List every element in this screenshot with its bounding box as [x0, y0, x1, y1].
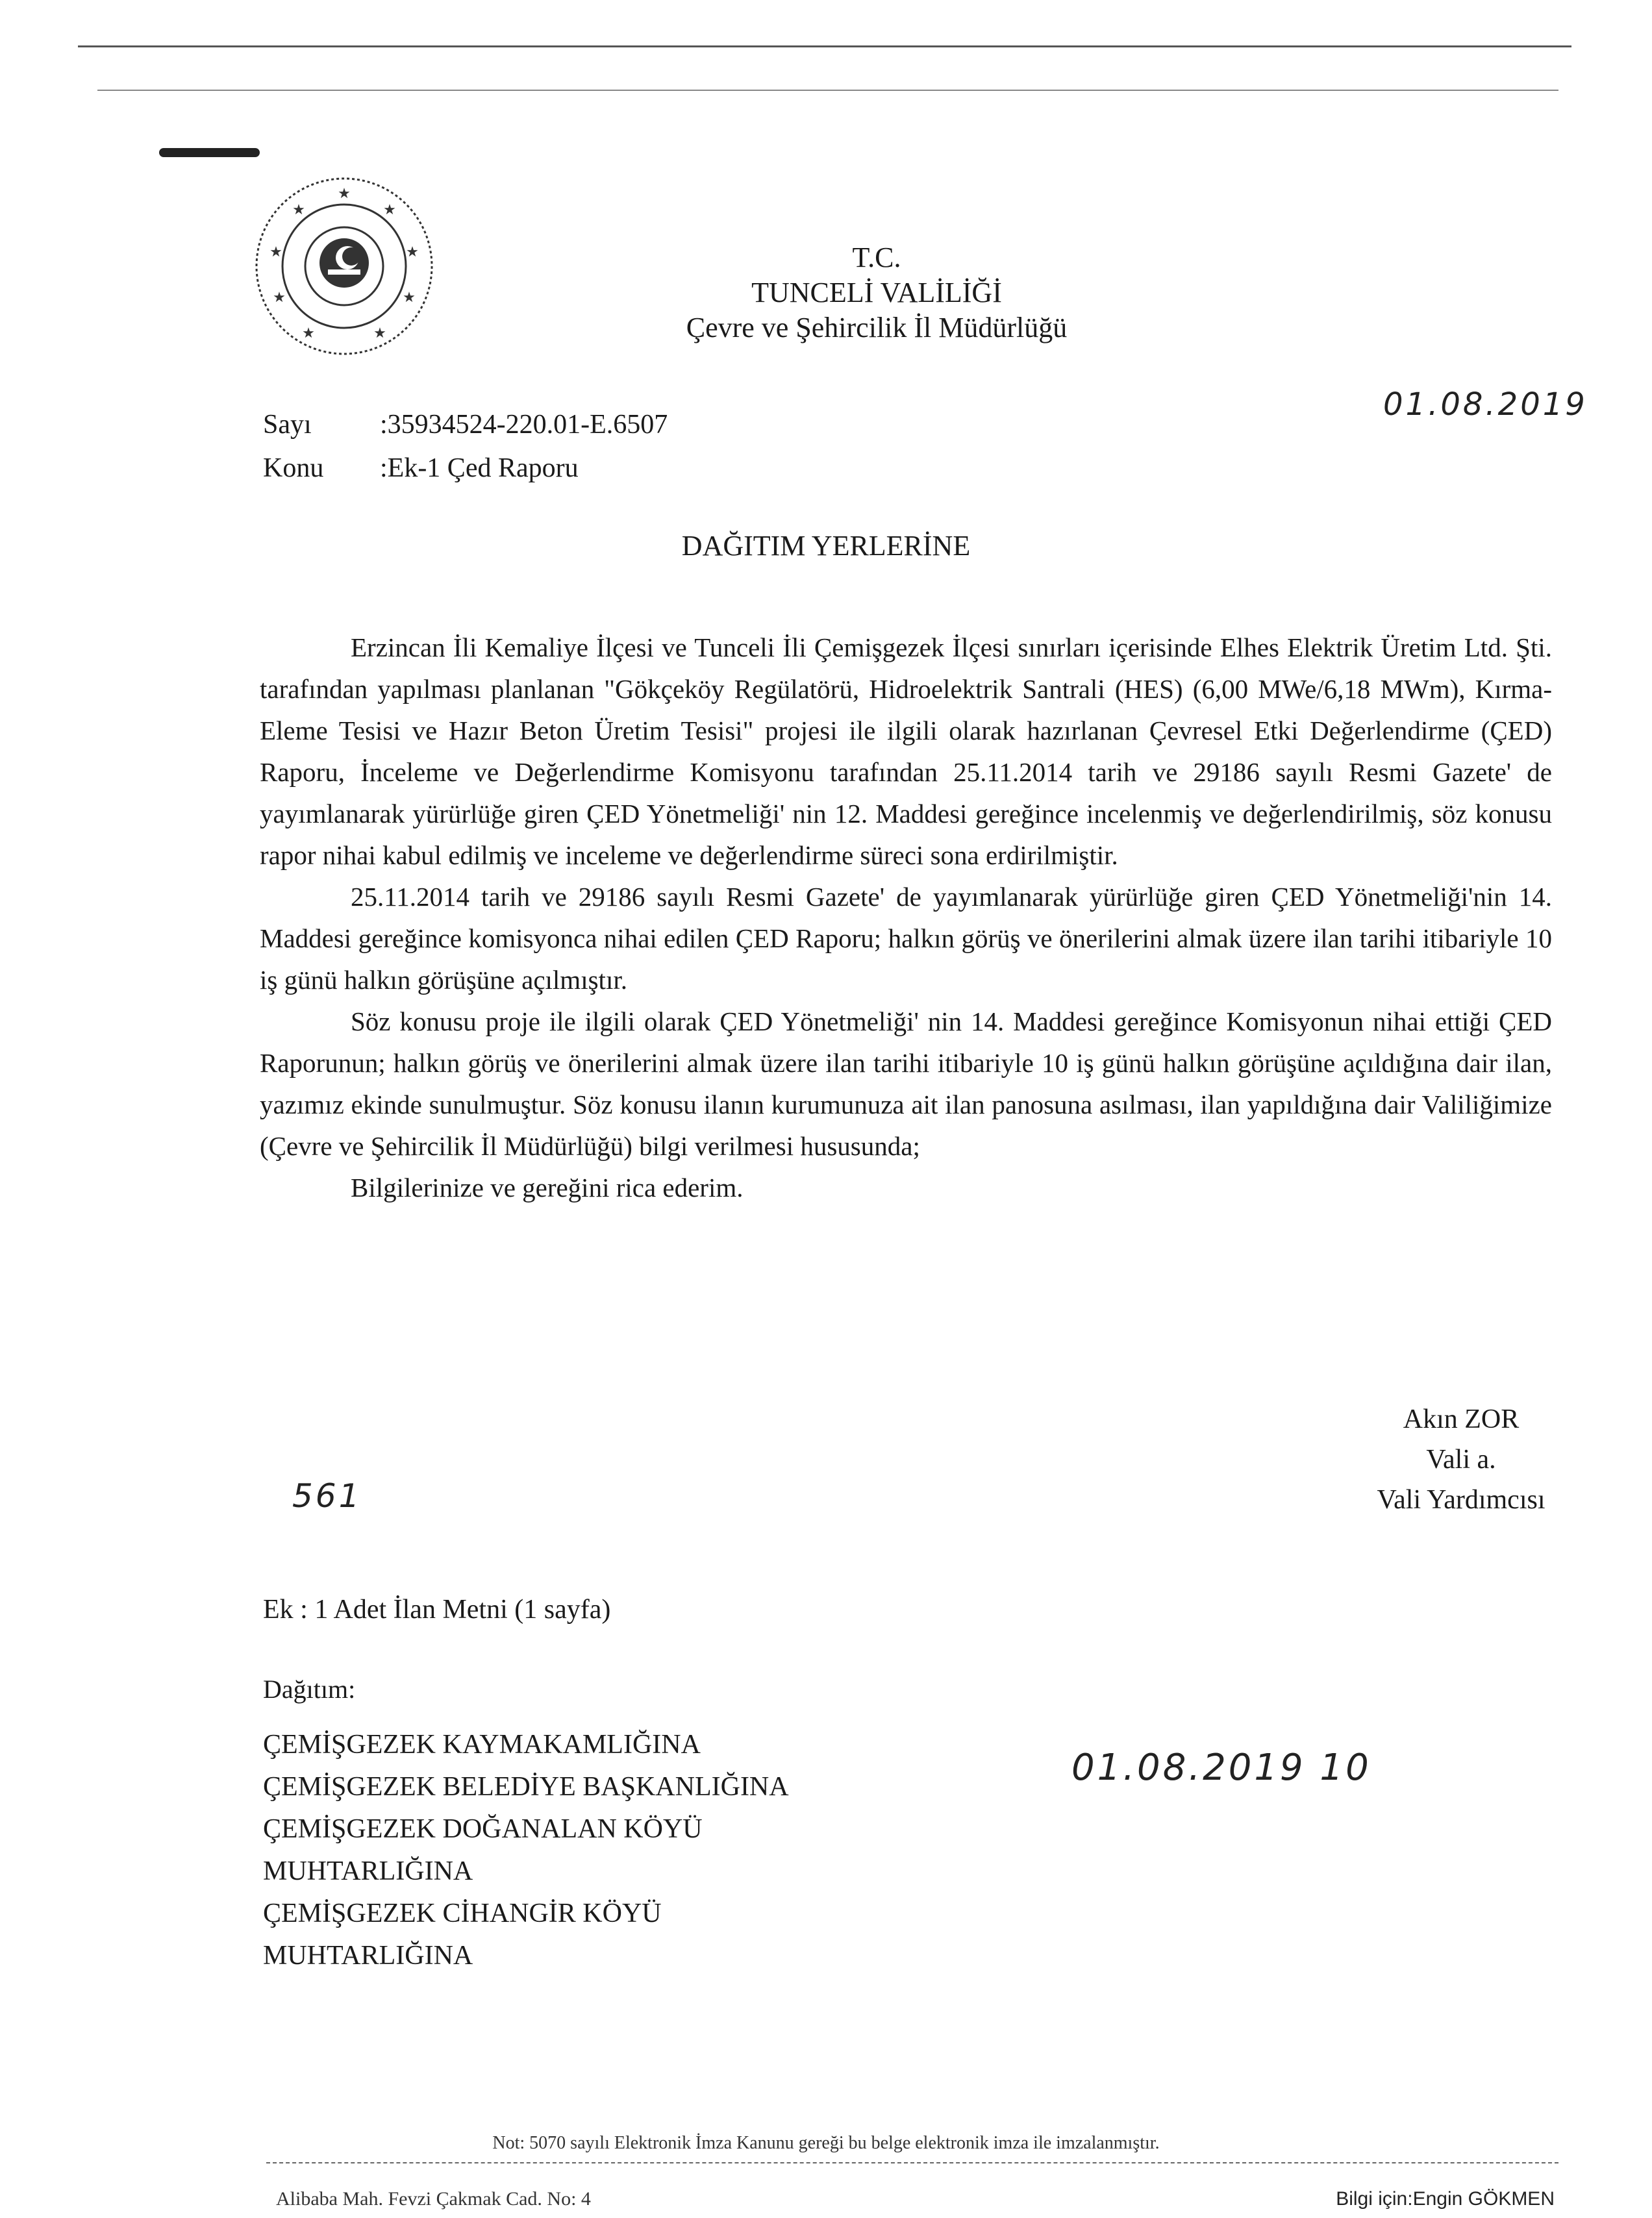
svg-text:★: ★ [273, 290, 286, 306]
footer-contact: Bilgi için:Engin GÖKMEN [1336, 2188, 1555, 2210]
signature-block [1234, 1399, 1558, 1520]
sayi-row [263, 409, 912, 442]
distribution-item: ÇEMİŞGEZEK DOĞANALAN KÖYÜ [263, 1814, 703, 1844]
attachment-line: Ek : 1 Adet İlan Metni (1 sayfa) [263, 1595, 611, 1625]
distribution-item: ÇEMİŞGEZEK KAYMAKAMLIĞINA [263, 1730, 701, 1760]
footer-address: Alibaba Mah. Fevzi Çakmak Cad. No: 4 [276, 2188, 591, 2210]
handwritten-date-top: 01.08.2019 [1383, 386, 1588, 423]
scan-line-second [97, 90, 1558, 91]
distribution-item: MUHTARLIĞINA [263, 1856, 473, 1886]
e-signature-note: Not: 5070 sayılı Elektronik İmza Kanunu gereği bu belge elektronik imza ile imzalanmıştır. [492, 2133, 1160, 2153]
signer-position: Vali Yardımcısı [1377, 1485, 1546, 1515]
konu-value: :Ek-1 Çed Raporu [380, 453, 579, 483]
distribution-item: ÇEMİŞGEZEK CİHANGİR KÖYÜ [263, 1899, 662, 1928]
konu-row [263, 453, 912, 485]
signer-title: Vali a. [1426, 1445, 1496, 1475]
letterhead [584, 240, 1169, 345]
svg-text:★: ★ [383, 202, 396, 218]
letter-body [260, 627, 1552, 1208]
body-paragraph-4: Bilgilerinize ve gereğini rica ederim. [351, 1173, 744, 1202]
svg-text:★: ★ [292, 202, 305, 218]
distribution-list [263, 1724, 789, 1977]
signer-name: Akın ZOR [1403, 1404, 1520, 1434]
svg-text:★: ★ [269, 244, 282, 260]
sayi-label: Sayı [263, 410, 312, 440]
footer-rule [266, 2162, 1558, 2163]
distribution-label: Dağıtım: [263, 1675, 356, 1704]
ministry-logo [250, 172, 438, 360]
konu-label: Konu [263, 453, 324, 483]
letterhead-directorate: Çevre ve Şehircilik İl Müdürlüğü [686, 312, 1068, 343]
distribution-item: ÇEMİŞGEZEK BELEDİYE BAŞKANLIĞINA [263, 1772, 789, 1802]
body-paragraph-2: 25.11.2014 tarih ve 29186 sayılı Resmi Gazete' de yayımlanarak yürürlüğe giren ÇED Yönetmeliği'nin 14. Maddesi gereğince komisyonca nihai edilen ÇED Raporu; halkın görüş ve önerilerini almak üzere ilan tarihi itibariyle 10 iş günü halkın görüşüne açılmıştır. [260, 882, 1552, 995]
sayi-value: :35934524-220.01-E.6507 [380, 410, 668, 440]
body-paragraph-3: Söz konusu proje ile ilgili olarak ÇED Yönetmeliği' nin 14. Maddesi gereğince Komisyonun nihai ettiği ÇED Raporunun; halkın görüş ve önerilerini almak üzere ilan tarihi itibariyle 10 iş günü halkın görüşüne açıldığına dair ilan, yazımız ekinde sunulmuştur. Söz konusu ilanın kurumunuza ait ilan panosuna asılması, ilan yapıldığına dair Valiliğimize (Çevre ve Şehircilik İl Müdürlüğü) bilgi verilmesi hususunda; [260, 1006, 1552, 1161]
svg-text:★: ★ [373, 325, 386, 342]
letterhead-governorship: TUNCELİ VALİLİĞİ [751, 277, 1002, 308]
letterhead-tc: T.C. [852, 242, 901, 273]
redaction-mark [159, 148, 260, 157]
svg-text:★: ★ [338, 186, 351, 202]
svg-text:★: ★ [403, 290, 416, 306]
handwritten-number: 561 [292, 1477, 362, 1515]
svg-text:★: ★ [302, 325, 315, 342]
distribution-item: MUHTARLIĞINA [263, 1941, 473, 1971]
recipient-heading: DAĞITIM YERLERİNE [681, 530, 971, 562]
handwritten-date-bottom: 01.08.2019 10 [1071, 1747, 1371, 1789]
body-paragraph-1: Erzincan İli Kemaliye İlçesi ve Tunceli İli Çemişgezek İlçesi sınırları içerisinde Elhes Elektrik Üretim Ltd. Şti. tarafından yapılması planlanan "Gökçeköy Regülatörü, Hidroelektrik Santrali (HES) (6,00 MWe/6,18 MWm), Kırma-Eleme Tesisi ve Hazır Beton Üretim Tesisi" projesi ile ilgili olarak hazırlanan Çevresel Etki Değerlendirme (ÇED) Raporu, İnceleme ve Değerlendirme Komisyonu tarafından 25.11.2014 tarih ve 29186 sayılı Resmi Gazete' de yayımlanarak yürürlüğe giren ÇED Yönetmeliği' nin 12. Maddesi gereğince incelenmiş ve değerlendirilmiş, söz konusu rapor nihai kabul edilmiş ve inceleme ve değerlendirme süreci sona erdirilmiştir. [260, 632, 1552, 870]
scan-line-top [78, 45, 1571, 47]
svg-text:★: ★ [406, 244, 419, 260]
